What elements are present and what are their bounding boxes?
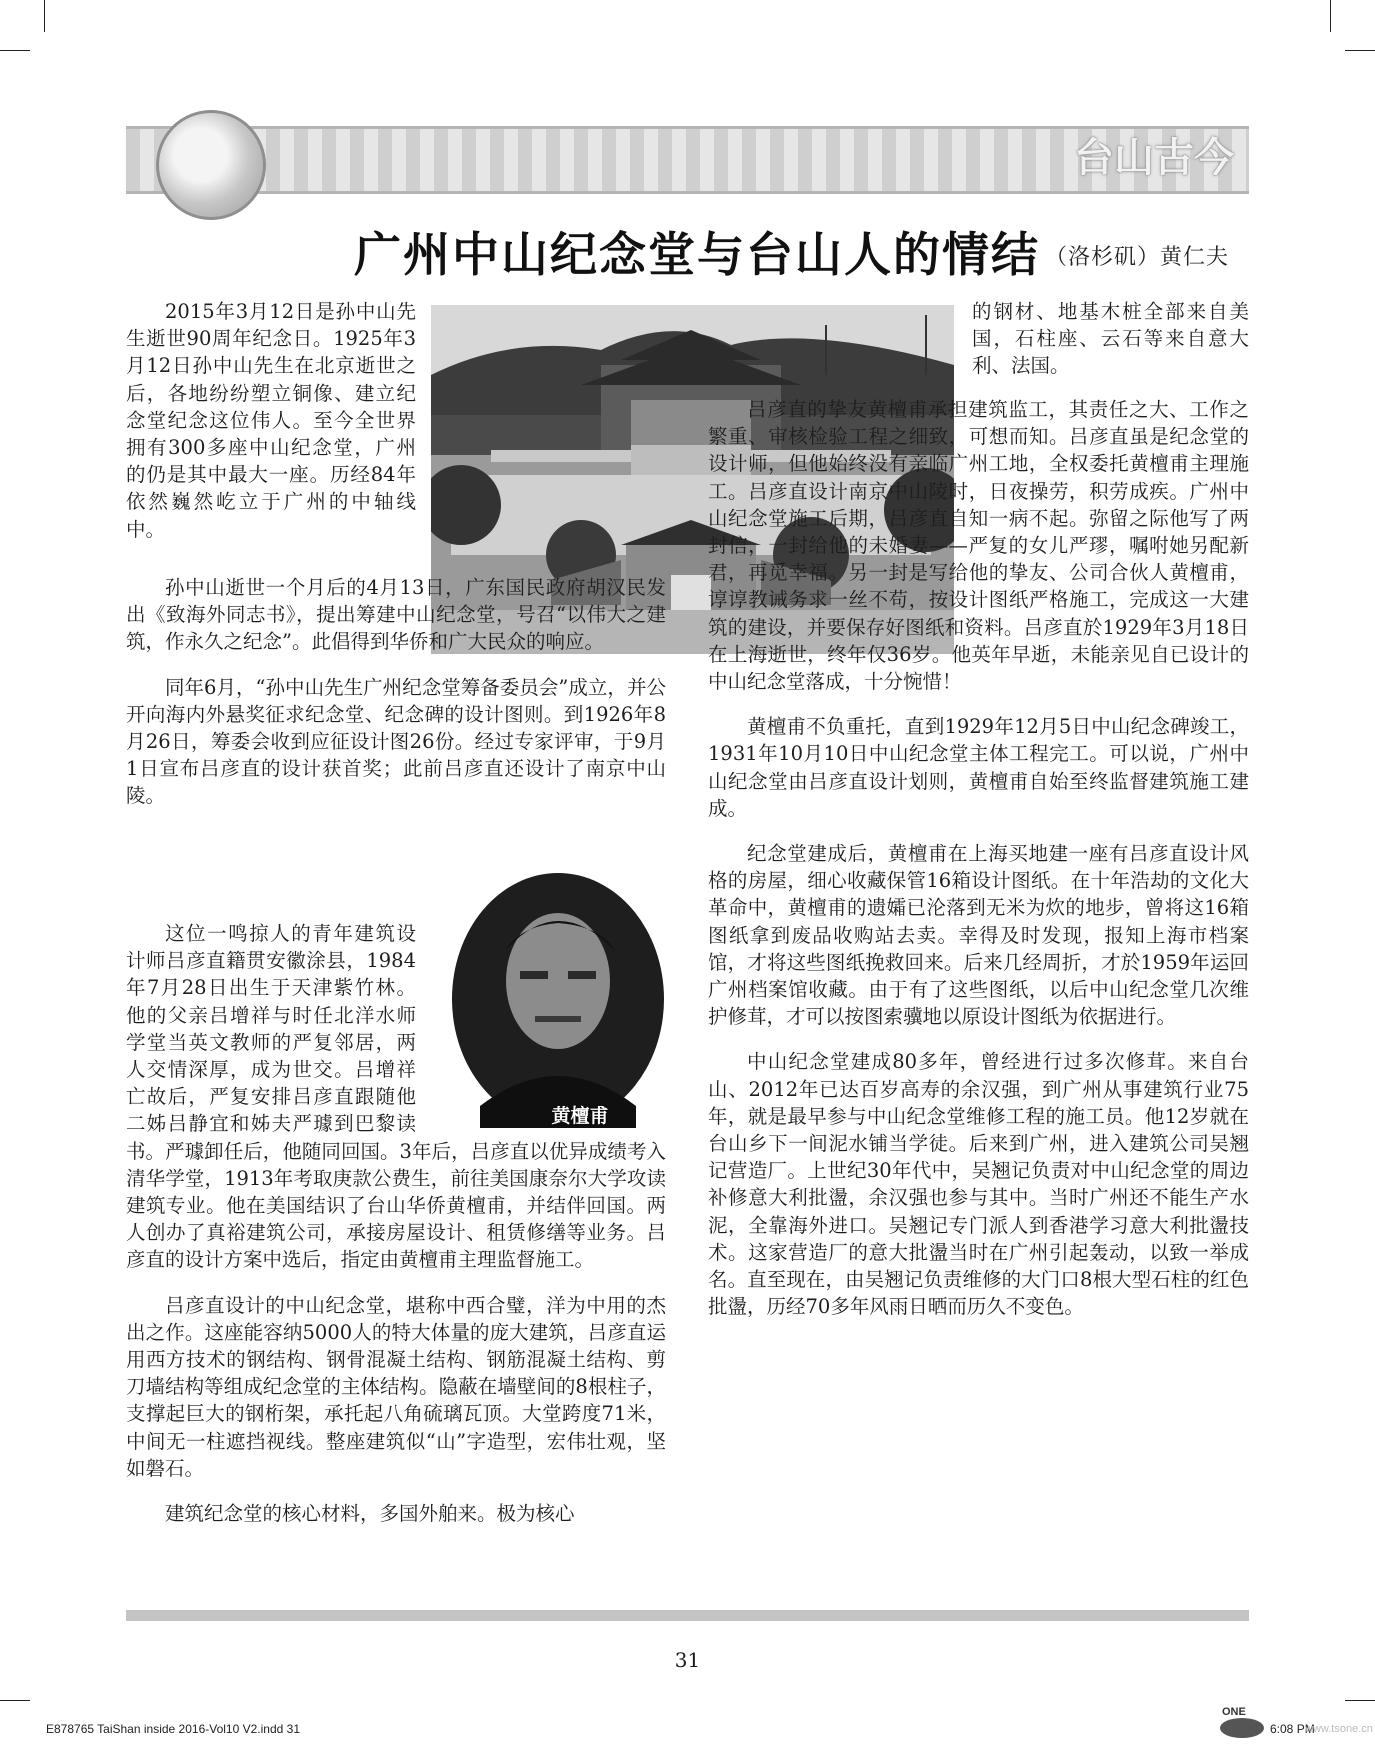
- page-number: 31: [674, 1648, 701, 1672]
- watermark: www.tsone.cn: [1305, 1723, 1373, 1735]
- logo-icon: [1220, 1718, 1264, 1738]
- crop-mark: [1345, 50, 1375, 51]
- paragraph: 黄檀甫不负重托，直到1929年12月5日中山纪念碑竣工，1931年10月10日中山纪念堂主体工程完工。可以说，广州中山纪念堂由吕彦直设计划则，黄檀甫自始至终监督建筑施工建成。: [708, 715, 1249, 820]
- paragraph: 孙中山逝世一个月后的4月13日，广东国民政府胡汉民发出《致海外同志书》，提出筹建中山纪念堂，号召“以伟大之建筑，作永久之纪念”。此倡得到华侨和广大民众的响应。: [126, 576, 666, 654]
- paragraph: 纪念堂建成后，黄檀甫在上海买地建一座有吕彦直设计风格的房屋，细心收藏保管16箱设计图纸。在十年浩劫的文化大革命中，黄檀甫的遗孀已沦落到无米为炊的地步，曾将这16箱图纸拿到废品收购站去卖。幸得及时发现，报知上海市档案馆，才将这些图纸挽救回来。后来几经周折，才於1959年运回广州档案馆收藏。由于有了这些图纸，以后中山纪念堂几次维护修茸，才可以按图索骥地以原设计图纸为依据进行。: [708, 842, 1249, 1029]
- crop-mark: [44, 0, 45, 32]
- author-byline: （洛杉矶）黄仁夫: [1045, 245, 1230, 270]
- left-column-lower: [126, 920, 666, 1545]
- left-column-top: [126, 298, 416, 561]
- paragraph: 吕彦直的挚友黄檀甫承担建筑监工，其责任之大、工作之繁重、审核检验工程之细致，可想而知。吕彦直虽是纪念堂的设计师，但他始终没有亲临广州工地，全权委托黄檀甫主理施工。吕彦直设计南京中山陵时，日夜操劳，积劳成疾。广州中山纪念堂施工后期，吕彦直自知一病不起。弥留之际他写了两封信，一封给他的未婚妻——严复的女儿严璆，嘱咐她另配新君，再觅幸福。另一封是写给他的挚友、公司合伙人黄檀甫，谆谆教诫务求一丝不苟，按设计图纸严格施工，完成这一大建筑的建设，并要保存好图纸和资料。吕彦直於1929年3月18日在上海逝世，终年仅36岁。他英年早逝，未能亲见自已设计的中山纪念堂落成，十分惋惜！: [708, 398, 1249, 694]
- paragraph: 这位一鸣掠人的青年建筑设计师吕彦直籍贯安徽涂县，1984年7月28日出生于天津紫竹林。他的父亲吕增祥与时任北洋水师学堂当英文教师的严复邻居，两人交情深厚，成为世交。吕增祥亡故后，严复安排吕彦直跟随他二姊吕静宜和姊夫严璩到巴黎读书。严璩卸任后，他随同回国。3年后，吕彦直以优异成绩考入清华学堂，1913年考取庚款公费生，前往美国康奈尔大学攻读建筑专业。他在美国结识了台山华侨黄檀甫，并结伴回国。两人创办了真裕建筑公司，承接房屋设计、租赁修缮等业务。吕彦直的设计方案中选后，指定由黄檀甫主理监督施工。: [126, 922, 666, 1272]
- footer-rule: [126, 1610, 1249, 1621]
- right-column-main: [708, 396, 1249, 1339]
- crop-mark: [0, 1700, 30, 1701]
- paragraph: 中山纪念堂建成80多年，曾经进行过多次修茸。来自台山、2012年已达百岁高寿的余汉强，到广州从事建筑行业75年，就是最早参与中山纪念堂维修工程的施工员。他12岁就在台山乡下一间泥水铺当学徒。后来到广州，进入建筑公司吴翘记营造厂。上世纪30年代中，吴翘记负责对中山纪念堂的周边补修意大利批盪，余汉强也参与其中。当时广州还不能生产水泥，全靠海外进口。吴翘记专门派人到香港学习意大利批盪技术。这家营造厂的意大批盪当时在广州引起轰动，以致一举成名。直至现在，由吴翘记负责维修的大门口8根大型石柱的红色批盪，历经70多年风雨日晒而历久不变色。: [708, 1050, 1249, 1319]
- paragraph: 的钢材、地基木桩全部来自美国，石柱座、云石等来自意大利、法国。: [972, 300, 1249, 378]
- right-column-top: [972, 298, 1249, 398]
- portrait-caption: 黄檀甫: [551, 1105, 609, 1127]
- paragraph: 2015年3月12日是孙中山先生逝世90周年纪念日。1925年3月12日孙中山先生在北京逝世之后，各地纷纷塑立铜像、建立纪念堂纪念这位伟人。至今全世界拥有300多座中山纪念堂，广州的仍是其中最大一座。历经84年依然巍然屹立于广州的中轴线中。: [126, 300, 416, 541]
- print-time: 6:08 PM: [1270, 1722, 1315, 1736]
- medallion-emblem: [156, 110, 266, 220]
- paragraph: 吕彦直设计的中山纪念堂，堪称中西合璧，洋为中用的杰出之作。这座能容纳5000人的特大体量的庞大建筑，吕彦直运用西方技术的钢结构、钢骨混凝土结构、钢筋混凝土结构、剪刀墙结构等组成纪念堂的主体结构。隐蔽在墙壁间的8根柱子，支撑起巨大的钢桁架，承托起八角硫璃瓦顶。大堂跨度71米，中间无一柱遮挡视线。整座建筑似“山”字造型，宏伟壮观，坚如磐石。: [126, 1293, 666, 1480]
- crop-mark: [1330, 0, 1331, 32]
- print-slug: E878765 TaiShan inside 2016-Vol10 V2.indd 31: [46, 1722, 300, 1736]
- paragraph: 同年6月，“孙中山先生广州纪念堂筹备委员会”成立，并公开向海内外悬奖征求纪念堂、纪念碑的设计图则。到1926年8月26日，筹委会收到应征设计图26份。经过专家评审，于9月1日宣布吕彦直的设计获首奖；此前吕彦直还设计了南京中山陵。: [126, 675, 666, 808]
- crop-mark: [1345, 1700, 1375, 1701]
- section-label: 台山古今: [1074, 135, 1234, 181]
- article-title: 广州中山纪念堂与台山人的情结: [354, 228, 1040, 283]
- logo-text: ONE: [1222, 1706, 1246, 1718]
- left-column-mid: [126, 574, 666, 828]
- crop-mark: [0, 50, 30, 51]
- paragraph: 建筑纪念堂的核心材料，多国外舶来。极为核心: [165, 1502, 575, 1526]
